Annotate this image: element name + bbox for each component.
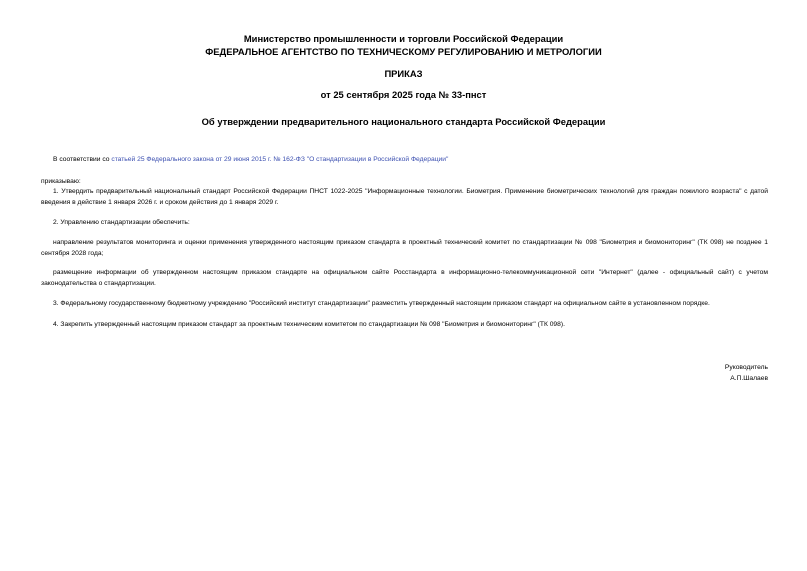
item-2b: размещение информации об утвержденном настоящим приказом стандарте на официальном сайте Росстандарта в информационно-телекоммуникационной сети "Интернет" (далее - официальный сайт) с учетом законодательства о стандартизации. [41, 269, 768, 287]
signature-title: Руководитель [724, 364, 768, 371]
item-2a: направление результатов мониторинга и оценки применения утвержденного настоящим приказом стандарта в проектный технический комитет по стандартизации № 098 "Биометрия и биомониторинг" (ТК 098) не позднее 1 сентября 2028 года; [41, 239, 768, 257]
ministry-name: Министерство промышленности и торговли Российской Федерации [243, 33, 564, 44]
intro-prefix: В соответствии со [53, 156, 112, 163]
order-word: приказываю: [41, 178, 81, 185]
agency-name: ФЕДЕРАЛЬНОЕ АГЕНТСТВО ПО ТЕХНИЧЕСКОМУ РЕГУЛИРОВАНИЮ И МЕТРОЛОГИИ [205, 46, 602, 57]
item-2: 2. Управлению стандартизации обеспечить: [53, 219, 190, 226]
document-date-number: от 25 сентября 2025 года № 33-пнст [320, 89, 487, 100]
document-subject: Об утверждении предварительного национального стандарта Российской Федерации [201, 116, 606, 127]
law-link[interactable]: статьей 25 Федерального закона от 29 июня 2015 г. № 162-ФЗ "О стандартизации в Российской Федерации" [111, 156, 449, 163]
document-type: ПРИКАЗ [384, 68, 423, 79]
item-4: 4. Закрепить утвержденный настоящим приказом стандарт за проектным техническим комитетом по стандартизации № 098 "Биометрия и биомониторинг" (ТК 098). [53, 321, 565, 328]
item-1: 1. Утвердить предварительный национальный стандарт Российской Федерации ПНСТ 1022-2025 "Информационные технологии. Биометрия. Применение биометрических технологий для граждан пожилого возраста" с датой введения в действие 1 января 2026 г. и сроком действия до 1 января 2029 г. [41, 188, 768, 206]
item-3: 3. Федеральному государственному бюджетному учреждению "Российский институт стандартизации" разместить утвержденный настоящим приказом стандарт на официальном сайте в установленном порядке. [53, 300, 710, 307]
signature-name: А.П.Шалаев [730, 375, 768, 382]
intro-paragraph [41, 155, 768, 166]
